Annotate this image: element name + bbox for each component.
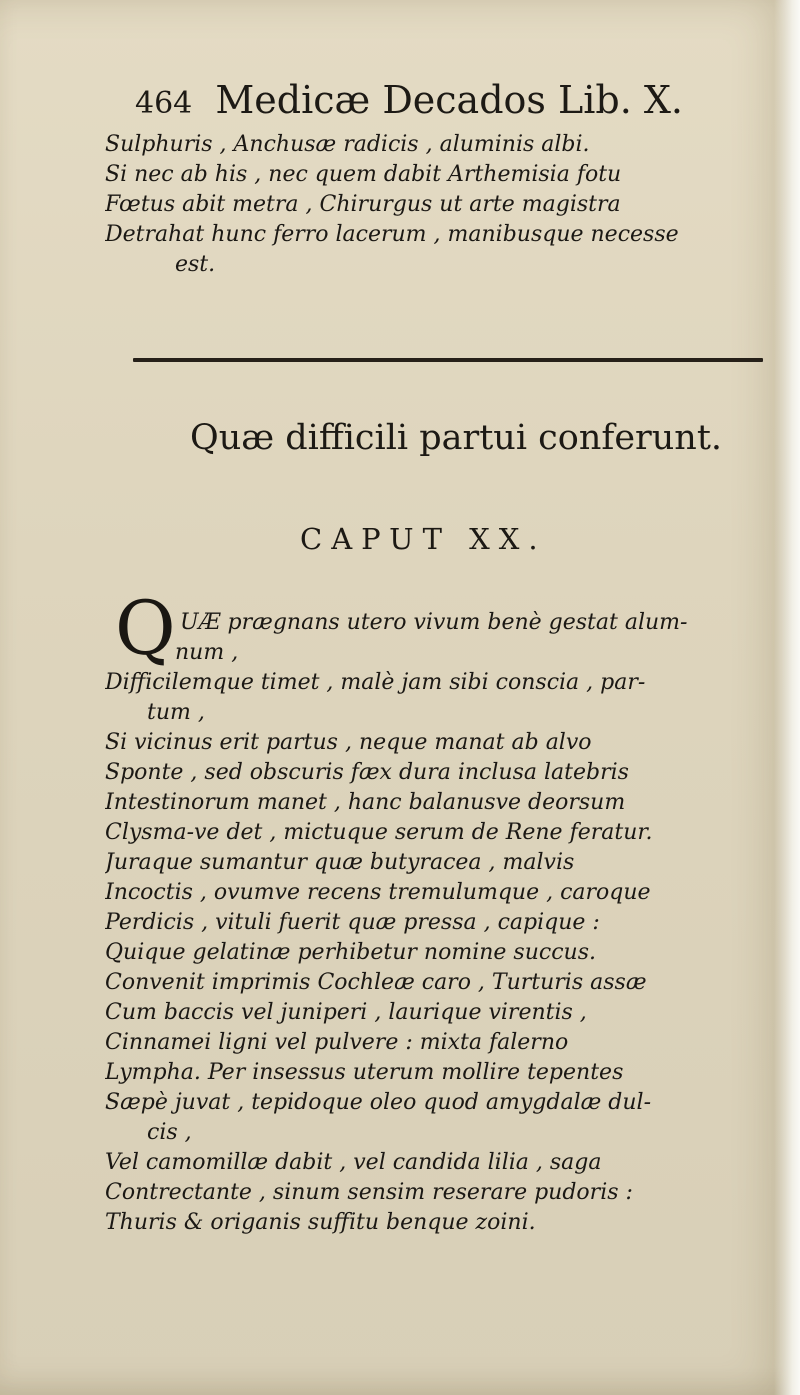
verse-line: cis ,: [147, 1120, 192, 1145]
verse-line: Fœtus abit metra , Chirurgus ut arte magistra: [105, 192, 621, 217]
verse-line: Lympha. Per insessus uterum mollire tepentes: [105, 1060, 624, 1085]
verse-line: Perdicis , vituli fuerit quæ pressa , capique :: [105, 910, 600, 935]
verse-line: Contrectante , sinum sensim reserare pudoris :: [105, 1180, 633, 1205]
running-title: Medicæ Decados Lib. X.: [215, 78, 683, 122]
verse-line: Si vicinus erit partus , neque manat ab alvo: [105, 730, 592, 755]
chapter-heading: CAPUT XX.: [300, 522, 547, 556]
verse-line: Vel camomillæ dabit , vel candida lilia , saga: [105, 1150, 602, 1175]
verse-line: Convenit imprimis Cochleæ caro , Turturis assæ: [105, 970, 647, 995]
drop-cap: Q: [115, 586, 176, 672]
section-divider: [133, 358, 763, 362]
chapter-verse: [105, 608, 765, 1238]
page-header: [135, 78, 695, 122]
verse-line: Quique gelatinæ perhibetur nomine succus.: [105, 940, 596, 965]
verse-line: Sæpè juvat , tepidoque oleo quod amygdalæ dul-: [105, 1090, 652, 1115]
verse-line: Si nec ab his , nec quem dabit Arthemisia fotu: [105, 162, 622, 187]
verse-line: Cinnamei ligni vel pulvere : mixta falerno: [105, 1030, 569, 1055]
verse-line: Incoctis , ovumve recens tremulumque , caroque: [105, 880, 651, 905]
verse-line: Difficilemque timet , malè jam sibi conscia , par-: [105, 670, 646, 695]
verse-line: est.: [175, 252, 216, 277]
verse-line: Cum baccis vel juniperi , laurique virentis ,: [105, 1000, 587, 1025]
page-number: 464: [135, 86, 193, 121]
page-edge: [774, 0, 800, 1395]
verse-line: Intestinorum manet , hanc balanusve deorsum: [105, 790, 626, 815]
verse-line: Sulphuris , Anchusæ radicis , aluminis albi.: [105, 132, 590, 157]
verse-line: Juraque sumantur quæ butyracea , malvis: [105, 850, 575, 875]
verse-line: Detrahat hunc ferro lacerum , manibusque necesse: [105, 222, 679, 247]
verse-line: num ,: [175, 640, 239, 665]
verse-line: UÆ prægnans utero vivum benè gestat alum-: [180, 610, 688, 635]
verse-line: Sponte , sed obscuris fæx dura inclusa latebris: [105, 760, 629, 785]
verse-line: Thuris & origanis suffitu benque zoini.: [105, 1210, 536, 1235]
verse-line: Clysma-ve det , mictuque serum de Rene feratur.: [105, 820, 653, 845]
top-verse: [105, 130, 765, 280]
section-title: Quæ difficili partui conferunt.: [190, 418, 723, 458]
verse-line: tum ,: [147, 700, 205, 725]
